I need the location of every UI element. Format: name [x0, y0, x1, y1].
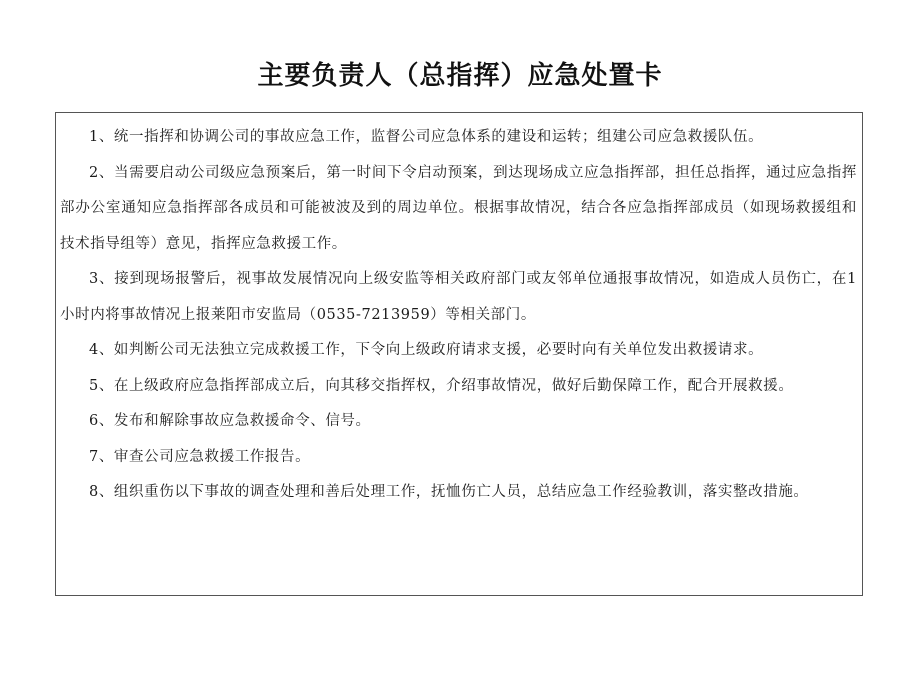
- duty-item-6: 6、发布和解除事故应急救援命令、信号。: [89, 413, 371, 429]
- duty-card: [55, 112, 863, 596]
- duty-item-4: 4、如判断公司无法独立完成救援工作，下令向上级政府请求支援，必要时向有关单位发出救援请求。: [89, 342, 764, 358]
- duty-list: [60, 120, 857, 511]
- duty-item-2: 2、当需要启动公司级应急预案后，第一时间下令启动预案，到达现场成立应急指挥部，担任总指挥，通过应急指挥部办公室通知应急指挥部各成员和可能被波及到的周边单位。根据事故情况，结合各应急指挥部成员（如现场救援组和技术指导组等）意见，指挥应急救援工作。: [60, 164, 857, 252]
- duty-item-5: 5、在上级政府应急指挥部成立后，向其移交指挥权，介绍事故情况，做好后勤保障工作，配合开展救援。: [89, 377, 794, 394]
- duty-item-3: 3、接到现场报警后，视事故发展情况向上级安监等相关政府部门或友邻单位通报事故情况，如造成人员伤亡，在1小时内将事故情况上报莱阳市安监局（0535-7213959）等相关部门。: [60, 271, 857, 323]
- page-title: 主要负责人（总指挥）应急处置卡: [257, 61, 663, 91]
- duty-item-7: 7、审查公司应急救援工作报告。: [89, 448, 311, 465]
- duty-item-8: 8、组织重伤以下事故的调查处理和善后处理工作，抚恤伤亡人员，总结应急工作经验教训，落实整改措施。: [89, 484, 809, 500]
- duty-item-1: 1、统一指挥和协调公司的事故应急工作，监督公司应急体系的建设和运转；组建公司应急救援队伍。: [89, 129, 764, 145]
